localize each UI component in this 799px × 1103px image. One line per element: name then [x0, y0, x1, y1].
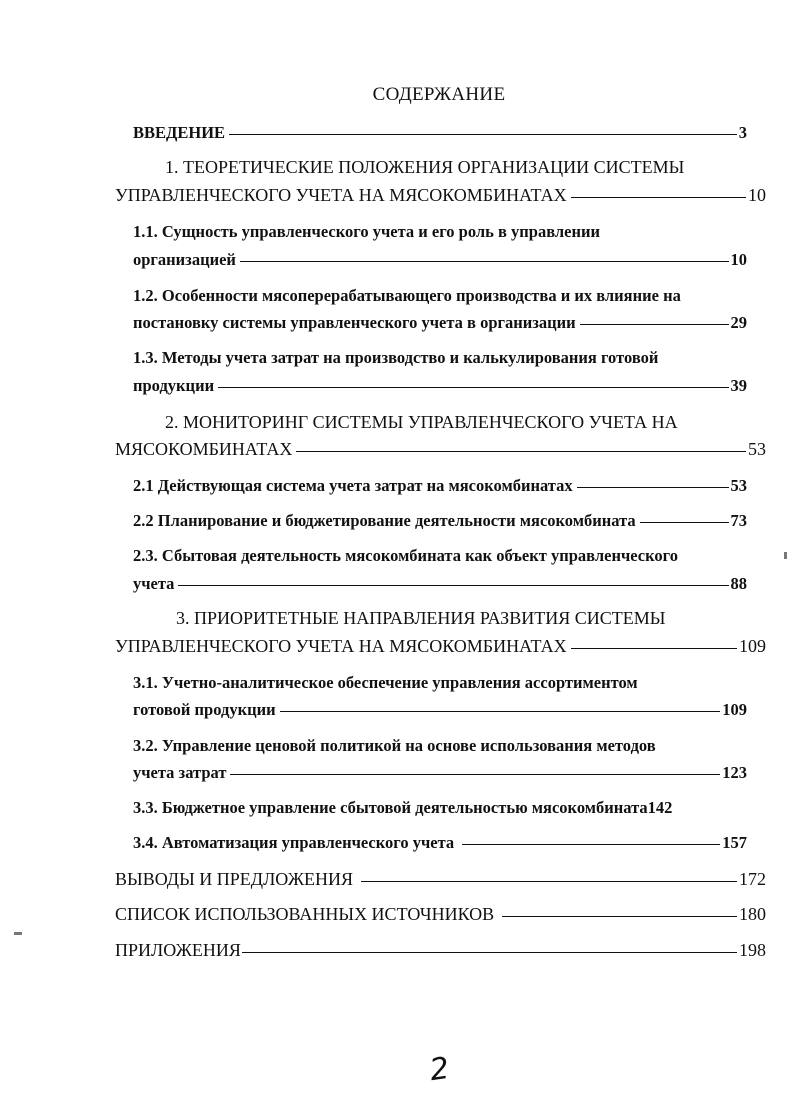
- toc-entry-section-1-2: [133, 313, 747, 333]
- toc-entry-section-3-2: [133, 763, 747, 783]
- toc-entry-conclusions: [115, 869, 766, 890]
- toc-entry-section-2-3: [133, 574, 747, 594]
- leader-line: [280, 711, 721, 712]
- section-3-4-label: 3.4. Автоматизация управленческого учета: [133, 833, 455, 852]
- chapter-3-heading-line1: 3. ПРИОРИТЕТНЫЕ НАПРАВЛЕНИЯ РАЗВИТИЯ СИСТЕМЫ: [176, 608, 666, 628]
- chapter-3-heading-line2: УПРАВЛЕНЧЕСКОГО УЧЕТА НА МЯСОКОМБИНАТАХ: [115, 636, 567, 656]
- toc-page-number: 10: [748, 185, 766, 205]
- section-2-1-label: 2.1 Действующая система учета затрат на мясокомбинатах: [133, 476, 573, 495]
- toc-entry-references: [115, 904, 766, 925]
- section-3-2-line1: 3.2. Управление ценовой политикой на основе использования методов: [133, 736, 656, 755]
- toc-page-number: 172: [739, 869, 766, 889]
- scan-speck: [14, 932, 22, 935]
- toc-page-number: 109: [722, 700, 747, 719]
- leader-line: [577, 487, 729, 488]
- leader-line: [230, 774, 720, 775]
- toc-entry-appendices: [115, 940, 766, 961]
- toc-page-number: 109: [739, 636, 766, 656]
- toc-page-number: 39: [730, 376, 747, 395]
- scan-speck: [784, 552, 787, 559]
- leader-line: [580, 324, 729, 325]
- section-3-3-label: 3.3. Бюджетное управление сбытовой деятельностью мясокомбината: [133, 798, 648, 817]
- leader-line: [361, 881, 737, 882]
- toc-entry-label: ВВЕДЕНИЕ: [133, 123, 226, 142]
- leader-line: [218, 387, 728, 388]
- section-2-3-line2: учета: [133, 574, 175, 593]
- section-1-2-line2: постановку системы управленческого учета в организации: [133, 313, 576, 332]
- leader-line: [571, 197, 746, 198]
- section-2-2-label: 2.2 Планирование и бюджетирование деятельности мясокомбината: [133, 511, 636, 530]
- section-1-3-line2: продукции: [133, 376, 215, 395]
- toc-entry-label: СПИСОК ИСПОЛЬЗОВАННЫХ ИСТОЧНИКОВ: [115, 904, 495, 924]
- toc-page-number: 73: [730, 511, 747, 530]
- toc-entry-section-2-1: [133, 476, 747, 496]
- page-title: СОДЕРЖАНИЕ: [372, 84, 506, 105]
- section-1-1-line1: 1.1. Сущность управленческого учета и его роль в управлении: [133, 222, 601, 241]
- toc-page-number: 29: [730, 313, 747, 332]
- toc-entry-section-3-4: [133, 833, 747, 853]
- section-3-2-line2: учета затрат: [133, 763, 227, 782]
- toc-entry-section-2-2: [133, 511, 747, 531]
- leader-line: [242, 952, 737, 953]
- toc-page-number: 53: [730, 476, 747, 495]
- chapter-1-heading-line1: 1. ТЕОРЕТИЧЕСКИЕ ПОЛОЖЕНИЯ ОРГАНИЗАЦИИ СИСТЕМЫ: [165, 157, 685, 177]
- toc-page-number: 10: [730, 250, 747, 269]
- chapter-2-heading-line2: МЯСОКОМБИНАТАХ: [115, 439, 293, 459]
- handwritten-page-number: 2: [427, 1050, 452, 1089]
- leader-line: [462, 844, 720, 845]
- section-1-3-line1: 1.3. Методы учета затрат на производство и калькулирования готовой: [133, 348, 659, 367]
- section-1-1-line2: организацией: [133, 250, 236, 269]
- toc-entry-chapter-2: [115, 439, 766, 460]
- section-3-1-line1: 3.1. Учетно-аналитическое обеспечение управления ассортиментом: [133, 673, 638, 692]
- leader-line: [240, 261, 729, 262]
- leader-line: [229, 134, 737, 135]
- toc-entry-section-3-1: [133, 700, 747, 720]
- toc-page-number: 180: [739, 904, 766, 924]
- toc-page-number: 123: [722, 763, 747, 782]
- chapter-2-heading-line1: 2. МОНИТОРИНГ СИСТЕМЫ УПРАВЛЕНЧЕСКОГО УЧЕТА НА: [165, 412, 678, 432]
- leader-line: [502, 916, 737, 917]
- toc-entry-section-1-3: [133, 376, 747, 396]
- toc-entry-label: ВЫВОДЫ И ПРЕДЛОЖЕНИЯ: [115, 869, 353, 889]
- leader-line: [571, 648, 737, 649]
- toc-page-number: 198: [739, 940, 766, 960]
- section-2-3-line1: 2.3. Сбытовая деятельность мясокомбината как объект управленческого: [133, 546, 678, 565]
- toc-page-number: 157: [722, 833, 747, 852]
- leader-line: [178, 585, 728, 586]
- toc-entry-label: ПРИЛОЖЕНИЯ: [115, 940, 241, 960]
- toc-page-number: 3: [738, 123, 747, 142]
- toc-entry-chapter-3: [115, 636, 766, 657]
- toc-entry-section-1-1: [133, 250, 747, 270]
- toc-entry-chapter-1: [115, 185, 766, 206]
- leader-line: [296, 451, 746, 452]
- toc-entry-intro: [133, 123, 747, 143]
- section-1-2-line1: 1.2. Особенности мясоперерабатывающего производства и их влияние на: [133, 286, 681, 305]
- toc-entry-section-3-3: [133, 798, 672, 818]
- section-3-1-line2: готовой продукции: [133, 700, 276, 719]
- toc-page-number: 53: [748, 439, 766, 459]
- toc-page-number: 88: [730, 574, 747, 593]
- chapter-1-heading-line2: УПРАВЛЕНЧЕСКОГО УЧЕТА НА МЯСОКОМБИНАТАХ: [115, 185, 567, 205]
- leader-line: [640, 522, 729, 523]
- toc-page-number: 142: [647, 798, 673, 817]
